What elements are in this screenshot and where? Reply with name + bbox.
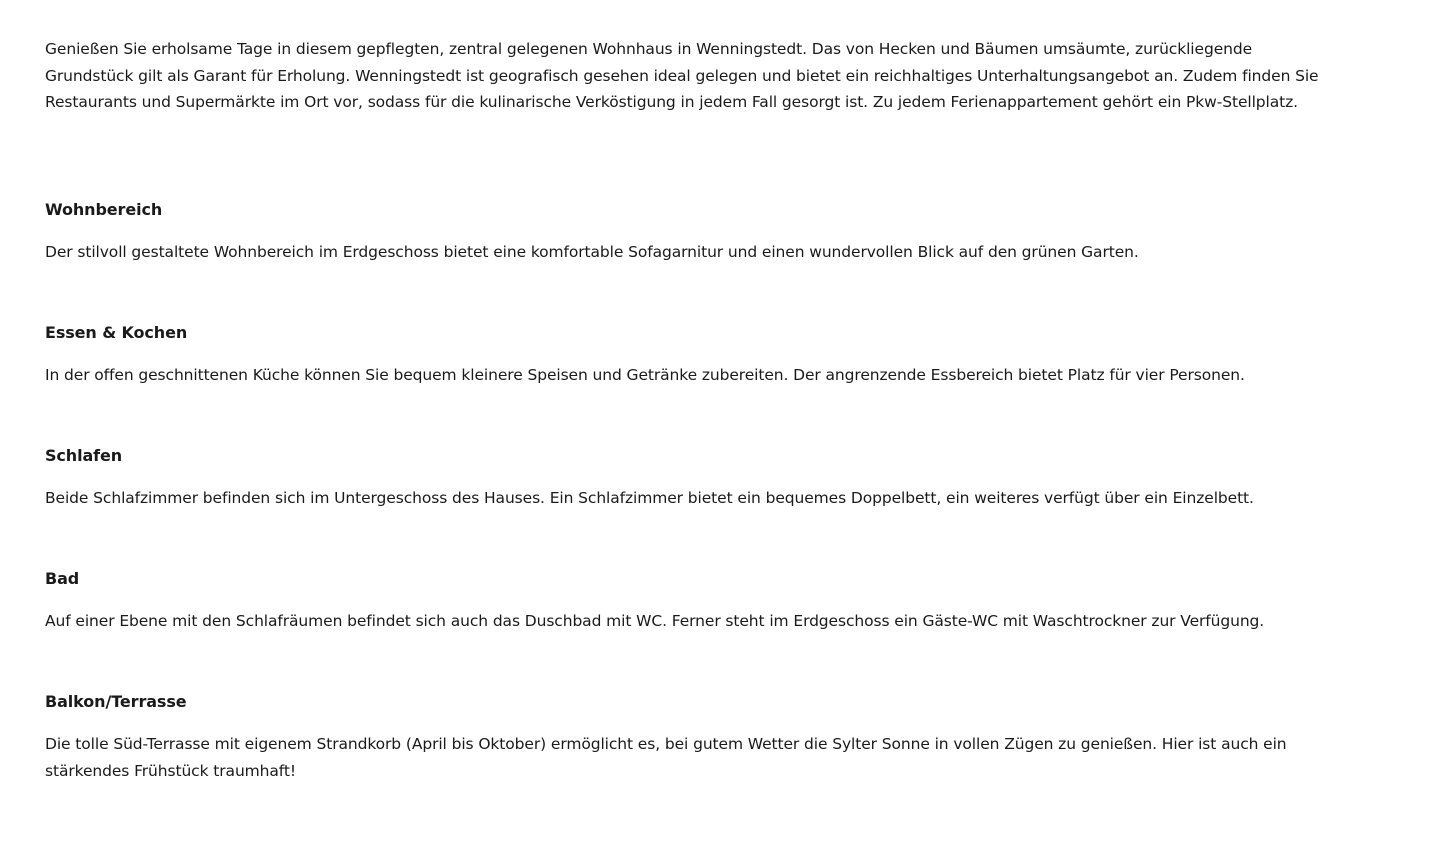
section-wohnbereich [45,199,1345,266]
section-heading: Wohnbereich [45,200,163,219]
section-schlafen [45,445,1345,512]
section-balkon-terrasse [45,691,1345,785]
section-heading: Balkon/Terrasse [45,692,187,711]
section-heading: Essen & Kochen [45,323,188,342]
section-text: Auf einer Ebene mit den Schlafräumen befindet sich auch das Duschbad mit WC. Ferner steht im Erdgeschoss ein Gäste-WC mit Waschtrockner zur Verfügung. [45,612,1265,630]
section-bad [45,568,1345,635]
section-heading: Schlafen [45,446,123,465]
section-text: Der stilvoll gestaltete Wohnbereich im Erdgeschoss bietet eine komfortable Sofagarnitur und einen wundervollen Blick auf den grünen Garten. [45,243,1139,261]
section-text: Beide Schlafzimmer befinden sich im Untergeschoss des Hauses. Ein Schlafzimmer bietet ein bequemes Doppelbett, ein weiteres verfügt über ein Einzelbett. [45,489,1254,507]
intro-paragraph: Genießen Sie erholsame Tage in diesem gepflegten, zentral gelegenen Wohnhaus in Wenningstedt. Das von Hecken und Bäumen umsäumte, zurückliegende Grundstück gilt als Garant für Erholung. Wenningstedt ist geografisch gesehen ideal gelegen und bietet ein reichhaltiges Unterhaltungsangebot an. Zudem finden Sie Restaurants und Supermärkte im Ort vor, sodass für die kulinarische Verköstigung in jedem Fall gesorgt ist. Zu jedem Ferienappartement gehört ein Pkw-Stellplatz. [45,40,1319,111]
section-text: Die tolle Süd-Terrasse mit eigenem Strandkorb (April bis Oktober) ermöglicht es, bei gutem Wetter die Sylter Sonne in vollen Zügen zu genießen. Hier ist auch ein stärkendes Frühstück traumhaft! [45,735,1287,780]
section-text: In der offen geschnittenen Küche können Sie bequem kleinere Speisen und Getränke zubereiten. Der angrenzende Essbereich bietet Platz für vier Personen. [45,366,1245,384]
section-heading: Bad [45,569,80,588]
section-essen-kochen [45,322,1345,389]
